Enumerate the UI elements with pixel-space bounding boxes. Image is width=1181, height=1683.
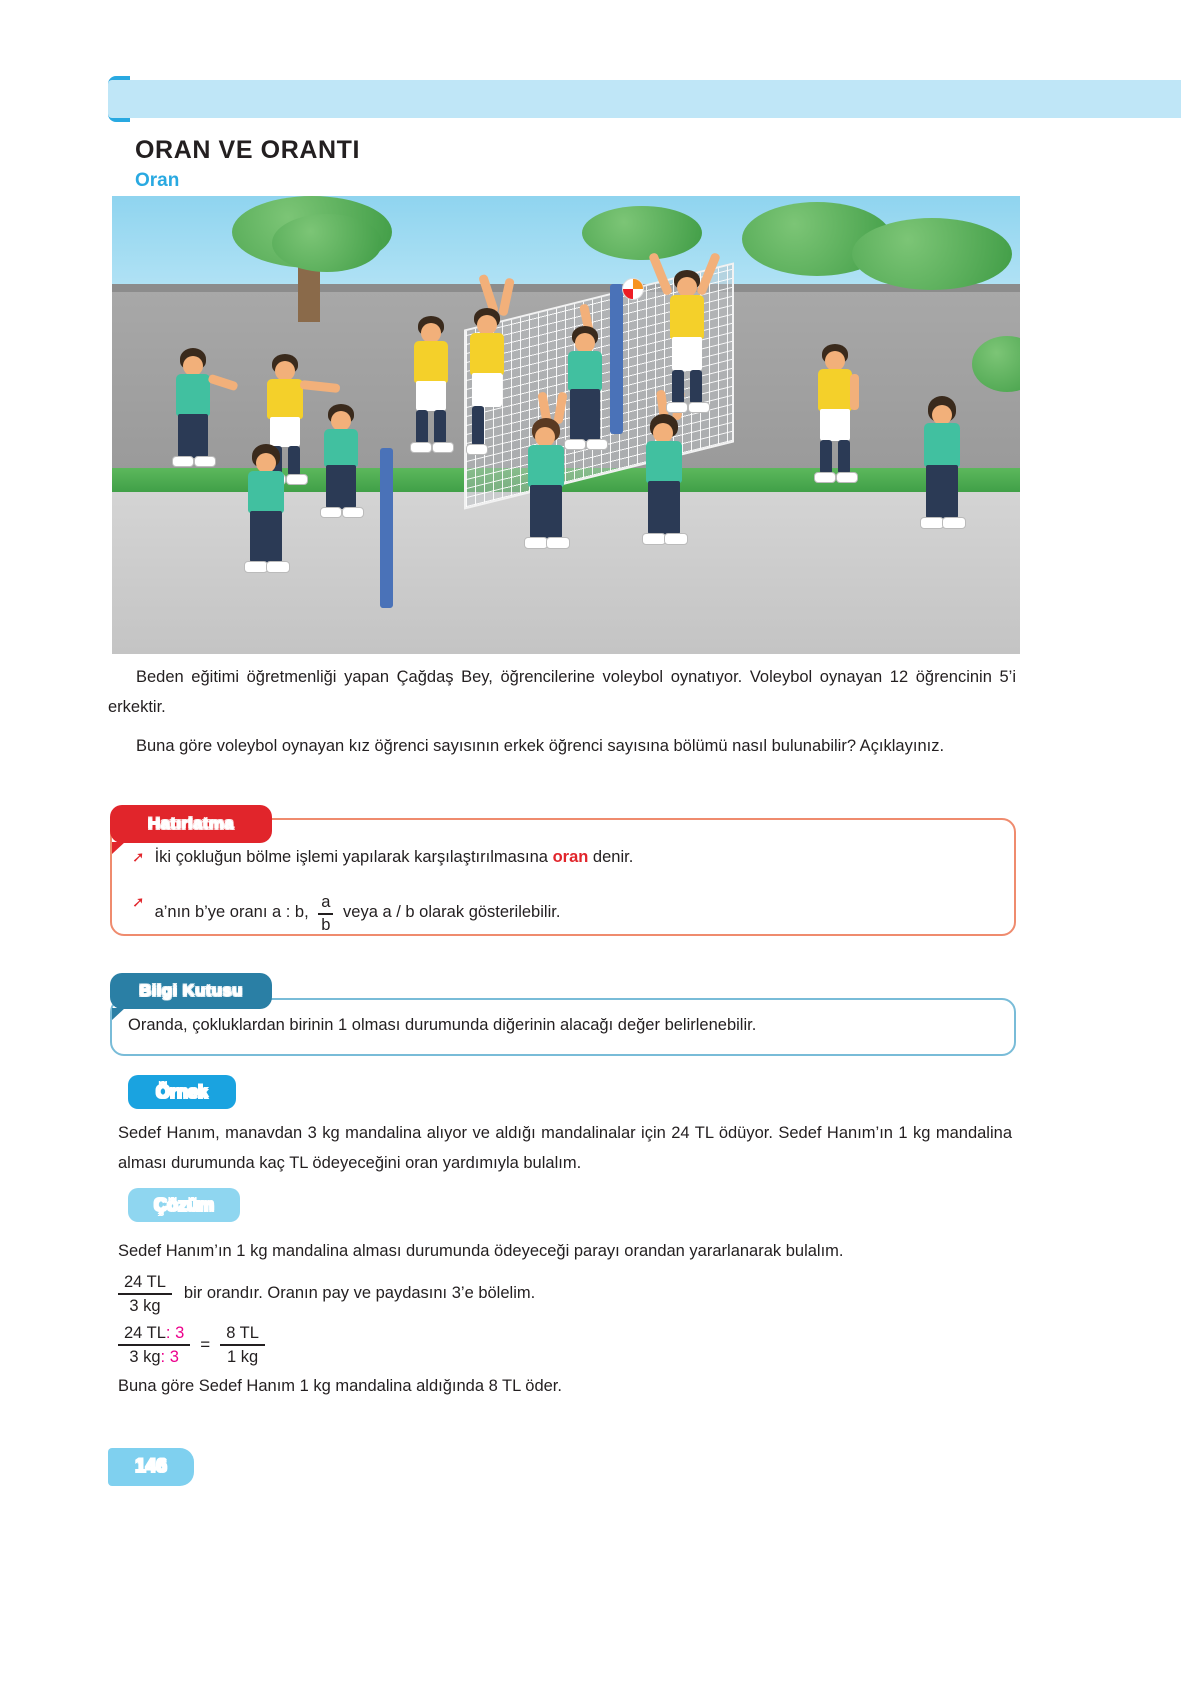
- tree-foliage: [852, 218, 1012, 290]
- fraction-denominator: 1 kg: [226, 1347, 259, 1366]
- tree-foliage: [272, 214, 382, 272]
- fraction-bar: [220, 1344, 265, 1346]
- equation-1-text: bir orandır. Oranın pay ve paydasını 3’e bölelim.: [183, 1284, 536, 1303]
- page-title: ORAN VE ORANTI: [135, 136, 361, 164]
- numerator-divisor: : 3: [165, 1324, 185, 1342]
- fraction-denominator: b: [321, 915, 331, 934]
- fraction-24tl-over-3kg: [118, 1272, 172, 1316]
- fraction-denominator: 3 kg: [129, 1296, 161, 1315]
- fraction-numerator: a: [321, 893, 331, 911]
- fraction-bar: [318, 913, 333, 915]
- bullet-text-after: denir.: [588, 848, 634, 866]
- fraction-left: [118, 1323, 190, 1367]
- fraction-a-over-b: [318, 894, 333, 934]
- fraction-bar: [118, 1344, 190, 1346]
- bullet-text-before: a’nın b’ye oranı a : b,: [154, 903, 314, 922]
- solution-conclusion: Buna göre Sedef Hanım 1 kg mandalina aldığında 8 TL öder.: [118, 1377, 562, 1395]
- reminder-bullet-1: [132, 848, 633, 868]
- wall-cap: [112, 284, 1020, 292]
- fraction-bar: [118, 1293, 172, 1295]
- arrow-bullet-icon: ➚: [132, 849, 145, 866]
- equals-sign: =: [200, 1334, 211, 1354]
- reminder-bullet-2-text: [155, 893, 561, 933]
- arrow-bullet-icon: ➚: [132, 894, 145, 911]
- fraction-numerator: [118, 1323, 190, 1343]
- bullet-keyword: oran: [552, 848, 589, 866]
- reminder-bullet-2: [132, 893, 560, 933]
- tree-foliage: [582, 206, 702, 260]
- numerator-value: 24 TL: [124, 1324, 166, 1342]
- denominator-divisor: : 3: [160, 1347, 179, 1366]
- equation-1: [118, 1272, 535, 1316]
- net-post-front: [380, 448, 393, 608]
- reminder-bullet-1-text: [155, 848, 634, 867]
- example-paragraph: Sedef Hanım, manavdan 3 kg mandalina alıyor ve aldığı mandalinalar için 24 TL ödüyor. Sedef Hanım’ın 1 kg mandalina alması durumunda kaç TL ödeyeceğini oran yardımıyla bulalım.: [118, 1124, 1012, 1172]
- header-bar: [108, 80, 1181, 118]
- reminder-box-tab: Hatırlatma: [110, 805, 272, 843]
- equation-2: [118, 1323, 265, 1367]
- volleyball: [622, 278, 644, 300]
- volleyball-scene-illustration: [112, 196, 1020, 654]
- court-ground: [112, 492, 1020, 654]
- bullet-text-after: veya a / b olarak gösterilebilir.: [338, 903, 561, 922]
- net-post-back: [610, 284, 623, 434]
- solution-line-1: Sedef Hanım’ın 1 kg mandalina alması durumunda ödeyeceği parayı orandan yararlanarak bulalım.: [118, 1242, 844, 1260]
- info-box-tab: Bilgi Kutusu: [110, 973, 272, 1009]
- page-number: 146: [108, 1448, 194, 1486]
- fraction-right: [220, 1323, 265, 1367]
- solution-badge: Çözüm: [128, 1188, 240, 1222]
- fraction-numerator: 8 TL: [226, 1324, 259, 1342]
- question-paragraph: Buna göre voleybol oynayan kız öğrenci sayısının erkek öğrenci sayısına bölümü nasıl bulunabilir? Açıklayınız.: [136, 737, 945, 755]
- fraction-denominator: [123, 1347, 185, 1367]
- example-badge: Örnek: [128, 1075, 236, 1109]
- bullet-text-before: İki çokluğun bölme işlemi yapılarak karşılaştırılmasına: [154, 848, 553, 866]
- info-box-text: Oranda, çokluklardan birinin 1 olması durumunda diğerinin alacağı değer belirlenebilir.: [128, 1016, 757, 1034]
- section-subtitle: Oran: [135, 170, 180, 191]
- intro-paragraph: Beden eğitimi öğretmenliği yapan Çağdaş Bey, öğrencilerine voleybol oynatıyor. Voleybol oynayan 12 öğrencinin 5’i erkektir.: [108, 668, 1016, 716]
- denominator-value: 3 kg: [129, 1347, 161, 1366]
- fraction-numerator: 24 TL: [124, 1273, 166, 1291]
